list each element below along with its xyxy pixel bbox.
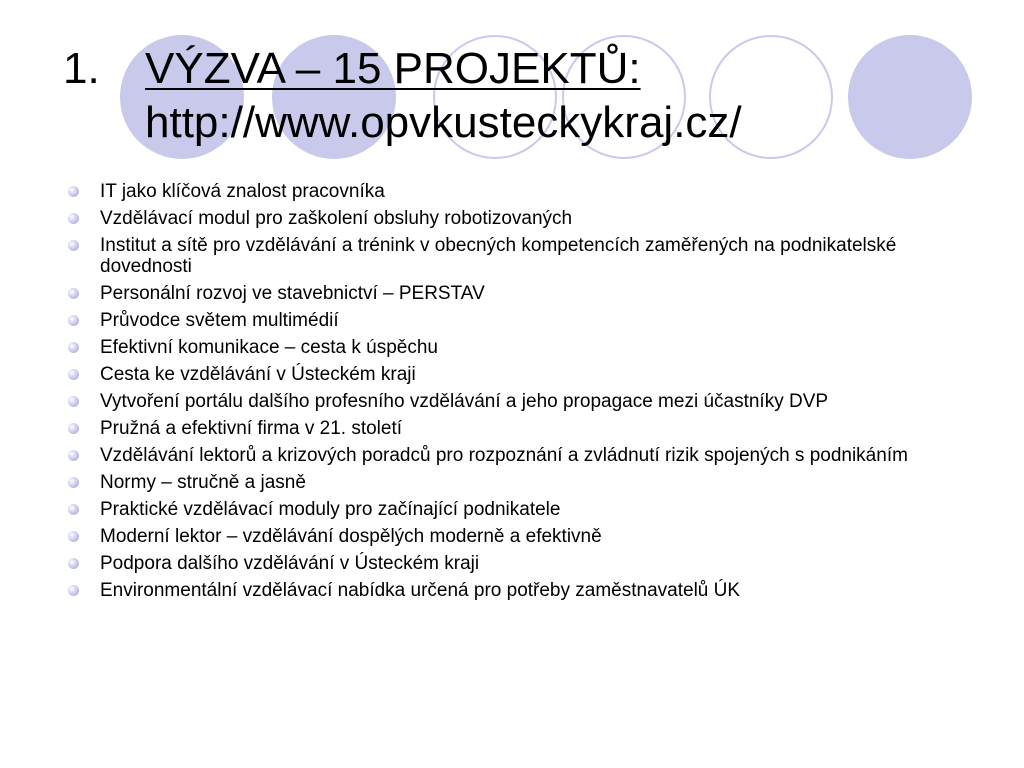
list-item (68, 337, 968, 358)
list-item (68, 208, 968, 229)
list-item (68, 499, 968, 520)
list-item-text: Pružná a efektivní firma v 21. století (100, 418, 403, 439)
list-item-text: Praktické vzdělávací moduly pro začínající podnikatele (100, 499, 561, 520)
title-heading: VÝZVA – 15 PROJEKTŮ: (145, 44, 641, 93)
list-item (68, 526, 968, 547)
bullet-icon (68, 531, 79, 542)
bullet-icon (68, 288, 79, 299)
title-text (145, 42, 742, 150)
list-item (68, 553, 968, 574)
list-item-text: Efektivní komunikace – cesta k úspěchu (100, 337, 438, 358)
bullet-icon (68, 585, 79, 596)
bullet-icon (68, 396, 79, 407)
list-item (68, 445, 968, 466)
list-item (68, 235, 968, 277)
bullet-icon (68, 342, 79, 353)
bullet-icon (68, 504, 79, 515)
list-item (68, 310, 968, 331)
title-url: http://www.opvkusteckykraj.cz/ (145, 98, 742, 147)
list-item-text: Moderní lektor – vzdělávání dospělých moderně a efektivně (100, 526, 602, 547)
list-item-text: Podpora dalšího vzdělávání v Ústeckém kraji (100, 553, 480, 574)
bullet-icon (68, 315, 79, 326)
bullet-icon (68, 213, 79, 224)
decorative-circle (848, 35, 972, 159)
list-item (68, 181, 968, 202)
list-item-text: Vzdělávání lektorů a krizových poradců pro rozpoznání a zvládnutí rizik spojených s podnikáním (100, 445, 908, 466)
list-item (68, 364, 968, 385)
list-item (68, 580, 968, 601)
list-item (68, 283, 968, 304)
list-item-text: Environmentální vzdělávací nabídka určená pro potřeby zaměstnavatelů ÚK (100, 580, 741, 601)
list-item-text: IT jako klíčová znalost pracovníka (100, 181, 385, 202)
bullet-list (68, 181, 968, 607)
list-item (68, 472, 968, 493)
bullet-icon (68, 477, 79, 488)
list-item-text: Cesta ke vzdělávání v Ústeckém kraji (100, 364, 416, 385)
list-item-text: Normy – stručně a jasně (100, 472, 306, 493)
bullet-icon (68, 186, 79, 197)
list-item-text: Institut a sítě pro vzdělávání a trénink v obecných kompetencích zaměřených na podnikatelské dovednosti (100, 235, 897, 277)
bullet-icon (68, 423, 79, 434)
list-item-text: Vytvoření portálu dalšího profesního vzdělávání a jeho propagace mezi účastníky DVP (100, 391, 829, 412)
list-item-text: Průvodce světem multimédií (100, 310, 339, 331)
list-item-text: Vzdělávací modul pro zaškolení obsluhy robotizovaných (100, 208, 573, 229)
list-item (68, 391, 968, 412)
bullet-icon (68, 450, 79, 461)
title-number: 1. (63, 44, 100, 93)
list-item-text: Personální rozvoj ve stavebnictví – PERSTAV (100, 283, 485, 304)
bullet-icon (68, 558, 79, 569)
bullet-icon (68, 240, 79, 251)
bullet-icon (68, 369, 79, 380)
list-item (68, 418, 968, 439)
